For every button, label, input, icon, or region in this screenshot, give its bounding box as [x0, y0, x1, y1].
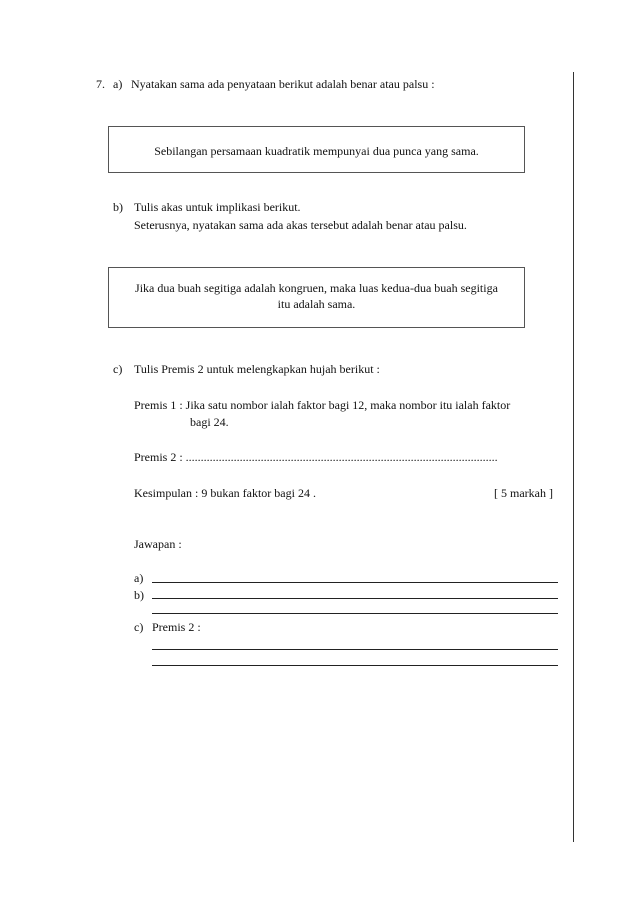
answer-c-label: c): [134, 620, 144, 634]
answer-line-a[interactable]: [152, 582, 558, 583]
statement-box-a: [108, 126, 525, 173]
part-c-label: c): [113, 362, 123, 376]
margin-line: [573, 72, 574, 842]
kesimpulan: Kesimpulan : 9 bukan faktor bagi 24 .: [134, 486, 316, 500]
premis-1-line-1: Premis 1 : Jika satu nombor ialah faktor bagi 12, maka nombor itu ialah faktor: [134, 398, 511, 412]
answer-line-c-1[interactable]: [152, 649, 558, 650]
answer-a-label: a): [134, 571, 144, 585]
statement-b-line-2: itu adalah sama.: [277, 297, 356, 311]
part-b-instruction-1: Tulis akas untuk implikasi berikut.: [134, 200, 301, 214]
premis-2: Premis 2 : ........................................................................................................: [134, 450, 498, 464]
marks: [ 5 markah ]: [494, 486, 553, 500]
premis-1-line-2: bagi 24.: [190, 415, 229, 429]
part-c-instruction: Tulis Premis 2 untuk melengkapkan hujah berikut :: [134, 362, 380, 376]
answer-line-c-2[interactable]: [152, 665, 558, 666]
statement-a: Sebilangan persamaan kuadratik mempunyai dua punca yang sama.: [154, 144, 479, 158]
answer-heading: Jawapan :: [134, 537, 182, 551]
answer-line-b-1[interactable]: [152, 598, 558, 599]
answer-c-text: Premis 2 :: [152, 620, 201, 634]
question-number: 7.: [96, 77, 105, 91]
answer-b-label: b): [134, 588, 144, 602]
statement-box-b: [108, 267, 525, 328]
part-a-instruction: Nyatakan sama ada penyataan berikut adalah benar atau palsu :: [131, 77, 435, 91]
statement-b-line-1: Jika dua buah segitiga adalah kongruen, maka luas kedua-dua buah segitiga: [135, 281, 498, 295]
answer-line-b-2[interactable]: [152, 613, 558, 614]
part-b-instruction-2: Seterusnya, nyatakan sama ada akas tersebut adalah benar atau palsu.: [134, 218, 467, 232]
part-b-label: b): [113, 200, 123, 214]
part-a-label: a): [113, 77, 123, 91]
